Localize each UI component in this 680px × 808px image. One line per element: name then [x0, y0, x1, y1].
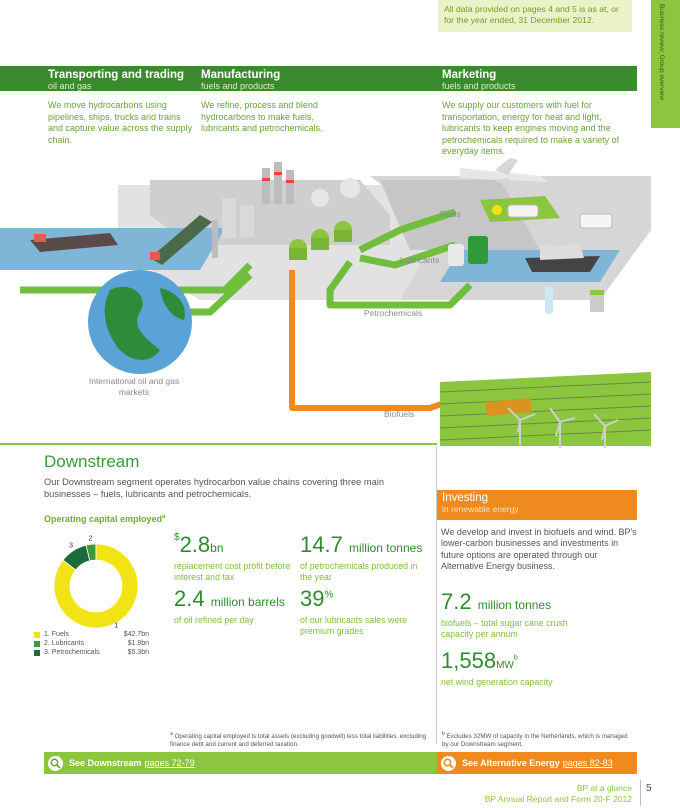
petrochemicals-label: Petrochemicals: [364, 308, 423, 318]
stat-petrochemicals: 14.7 million tonnes of petrochemicals produced in the year: [300, 532, 423, 582]
markets-label: International oil and gas markets: [88, 376, 180, 397]
pie-slice-label-1: 1: [114, 622, 119, 628]
pie-slice-label-3: 3: [69, 542, 74, 550]
chart-legend: [34, 630, 149, 657]
transporting-description: We move hydrocarbons using pipelines, ships, trucks and trains and capture value across the supply chain.: [48, 100, 193, 145]
footer-divider: [640, 780, 641, 806]
chart-label: Operating capital employed$^a$: [44, 514, 166, 524]
manufacturing-description: We refine, process and blend hydrocarbons to make fuels, lubricants and petrochemicals.: [201, 100, 323, 134]
suv-icon: [580, 214, 612, 228]
stat-biofuels-capacity: 7.2 million tonnes biofuels – total sugar cane crush capacity per annum: [441, 589, 568, 639]
stat-oil-refined: 2.4 million barrels of oil refined per day: [174, 586, 285, 625]
see-downstream-link[interactable]: See Downstream pages 72-79: [44, 752, 437, 774]
investing-header: Investing in renewable energy: [437, 490, 637, 520]
car-icon: [508, 205, 538, 217]
legend-lubricants: 2. Lubricants $1.9bn: [34, 639, 149, 648]
fuels-label: Fuels: [440, 209, 461, 219]
stat-lubricants-premium: 39% of our lubricants sales were premium grades: [300, 586, 408, 636]
legend-fuels: 1. Fuels $42.7bn: [34, 630, 149, 639]
legend-petrochemicals: 3. Petrochemicals $5.3bn: [34, 648, 149, 657]
bucket-icon: [590, 294, 604, 312]
transporting-heading: Transporting and trading oil and gas: [48, 69, 185, 91]
see-alternative-energy-link[interactable]: See Alternative Energy pages 82-83: [437, 752, 637, 774]
lubricants-label: Lubricants: [400, 255, 440, 265]
marketing-heading: Marketing fuels and products: [442, 69, 516, 91]
globe-icon: [88, 270, 192, 374]
marketing-description: We supply our customers with fuel for transportation, energy for heat and light, lubricants to keep engines moving and the petrochemicals required to make a variety of everyday items.: [442, 100, 620, 157]
section-tab-label: Business review: Group overview: [658, 4, 665, 101]
downstream-body: Our Downstream segment operates hydrocarbon value chains covering three main businesses – fuels, lubricants and petrochemicals.: [44, 477, 385, 499]
downstream-title: Downstream: [44, 452, 140, 471]
footnote-b: $^b$ Excludes 32MW of capacity in the Netherlands, which is managed by our Downstream segment.: [442, 731, 628, 749]
biofuels-label: Biofuels: [384, 409, 415, 419]
pie-slice-label-2: 2: [88, 535, 93, 543]
page-footer: BP at a glance BP Annual Report and Form 20-F 2012: [484, 783, 632, 804]
bottle-icon: [545, 286, 553, 314]
manufacturing-heading: Manufacturing fuels and products: [201, 69, 281, 91]
stat-rc-profit: $2.8bn replacement cost profit before interest and tax: [174, 532, 291, 582]
page-number: 5: [646, 783, 652, 794]
value-chain-illustration: [0, 148, 651, 448]
search-icon: [441, 756, 456, 771]
search-icon: [48, 756, 63, 771]
capital-pie-chart: [38, 528, 162, 628]
footnote-a: $^a$ Operating capital employed is total assets (excluding goodwill) less total liabilities, excluding finance debt and current and deferred taxation.: [170, 731, 427, 749]
data-note: All data provided on pages 4 and 5 is as at, or for the year ended, 31 December 2012.: [438, 0, 632, 32]
investing-body: We develop and invest in biofuels and wind. BP's lower-carbon businesses and investments in future options are operated through our Alternative Energy business.: [441, 527, 637, 572]
downstream-divider: [0, 443, 437, 445]
stat-wind-capacity: $1,558MW^b$ net wind generation capacity: [441, 648, 553, 687]
